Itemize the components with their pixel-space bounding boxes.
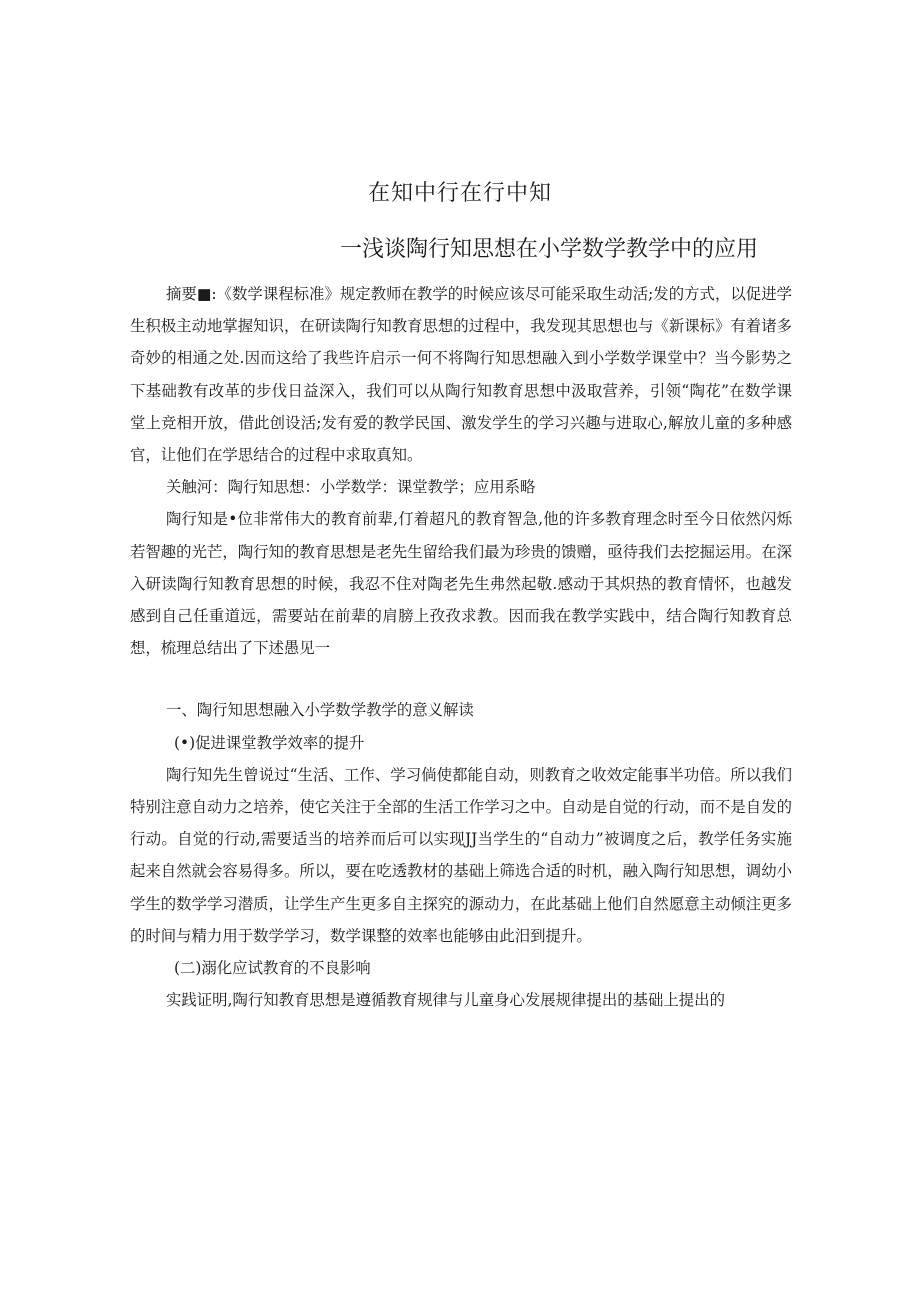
abstract-paragraph: 摘要■:《数学课程标准》规定教师在教学的时候应该尽可能采取生动活;发的方式，以促进学生积极主动地掌握知识，在研读陶行知教育思想的过程中，我发现其思想也与《新课标》有着诸多奇妙的相通之处.因而这给了我些许启示一何不将陶行知思想融入到小学数学课堂中？当今影势之下基础教有改革的步伐日益深入，我们可以从陶行知教育思想中汲取营养，引领“陶花”在数学课堂上竞相开放，借此创设活;发有爱的教学民国、激发学生的学习兴趣与进取心,解放儿童的多种感官，让他们在学思结合的过程中求取真知。 [130, 285, 792, 465]
subsection-heading-2: (二)溺化应试教育的不良影响 [174, 959, 371, 978]
subsection-2-paragraph: 实践证明,陶行知教育思想是遵循教育规律与儿童身心发展规律提出的基础上提出的 [166, 991, 725, 1010]
document-subtitle: 一浅谈陶行知思想在小学数学教学中的应用 [340, 237, 759, 262]
document-body [130, 278, 792, 1016]
document-title: 在知中行在行中知 [367, 181, 552, 206]
section-heading-1: 一、陶行知思想融入小学数学教学的意义解读 [166, 701, 474, 720]
section-gap [130, 664, 792, 694]
subsection-heading-1: (•)促进课堂教学效率的提升 [174, 733, 365, 752]
intro-paragraph: 陶行知是•位非常伟大的教育前辈,仃着超凡的教育智急,他的许多教育理念时至今日依然闪烁若智趣的光芒，陶行知的教育思想是老先生留给我们最为珍贵的馈赠，亟待我们去挖掘运用。在深入研读陶行知教育思想的时候，我忍不住对陶老先生弗然起敬.感动于其炽热的教育情怀，也越发感到自己任重道远，需要站在前辈的肩膀上孜孜求教。因而我在教学实践中，结合陶行知教育总想，梳理总结出了下述愚见一 [130, 510, 792, 658]
subsection-1-paragraph: 陶行知先生曾说过“生活、工作、学习倘使都能自动，则教育之收效定能事半功倍。所以我们特别注意自动力之培养，使它关注于全部的生活工作学习之中。自动是自觉的行动，而不是自发的行动。自觉的行动,需要适当的培养而后可以实现JJ当学生的“自动力”被调度之后，教学任务实施起来自然就会容易得多。所以，要在吃透教材的基础上筛选合适的时机，融入陶行知思想，调幼小学生的数学学习潜质，让学生产生更多自主探究的源动力，在此基础上他们自然愿意主动倾注更多的时间与精力用于数学学习，数学课整的效率也能够由此汨到提升。 [130, 765, 792, 945]
keywords-line: 关触河：陶行知思想：小学数学：课堂教学；应用系略 [166, 478, 536, 497]
